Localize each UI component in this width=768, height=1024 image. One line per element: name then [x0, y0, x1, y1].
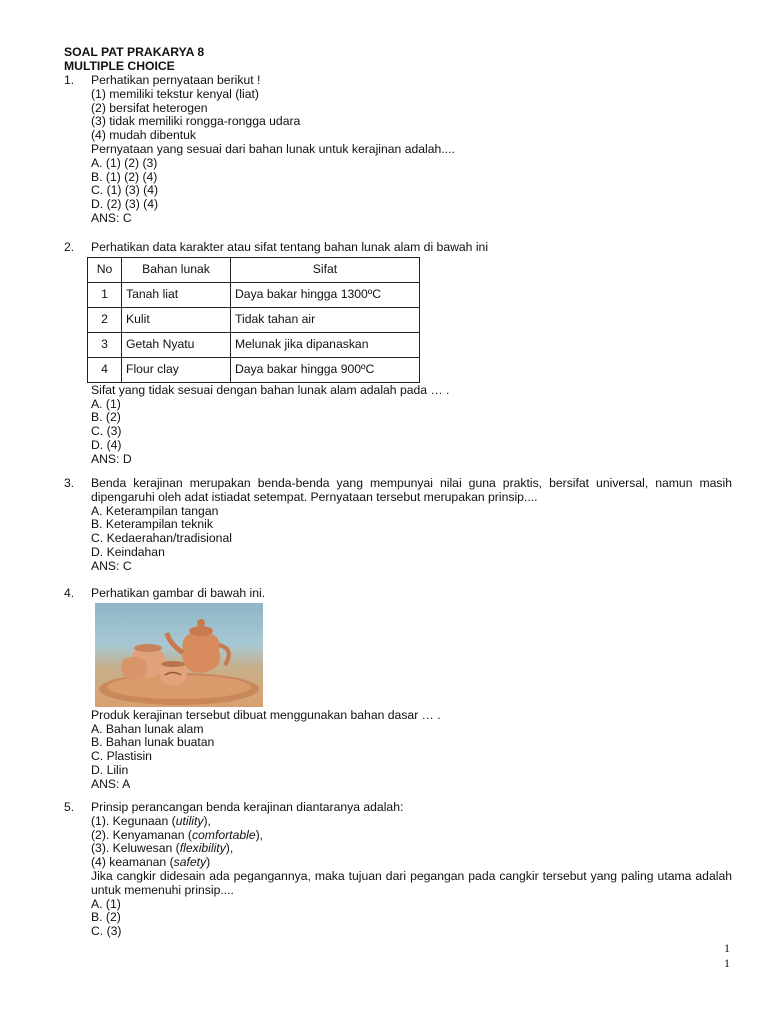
- table-cell: Melunak jika dipanaskan: [231, 332, 420, 357]
- table-cell: Daya bakar hingga 1300ºC: [231, 282, 420, 307]
- table-cell: Tidak tahan air: [231, 307, 420, 332]
- teapot-illustration: [95, 603, 263, 707]
- question-number: 4.: [64, 586, 75, 600]
- table-cell: Flour clay: [122, 357, 231, 382]
- question-text: Prinsip perancangan benda kerajinan diantaranya adalah:: [91, 800, 404, 814]
- table-cell: Kulit: [122, 307, 231, 332]
- answer-option: A. Keterampilan tangan: [91, 503, 219, 518]
- answer-option: D. (2) (3) (4): [91, 197, 159, 212]
- question-3: [64, 477, 732, 574]
- table-row: [88, 282, 420, 307]
- answer-option: B. Keterampilan teknik: [91, 517, 213, 532]
- principle-item: (2). Kenyamanan (comfortable),: [91, 827, 264, 842]
- answer-option: B. Bahan lunak buatan: [91, 735, 215, 750]
- answer-key: ANS: C: [91, 558, 132, 573]
- answer-option: A. Bahan lunak alam: [91, 721, 204, 736]
- answer-key: ANS: D: [91, 451, 132, 466]
- answer-option: A. (1): [91, 896, 121, 911]
- table-cell: Getah Nyatu: [122, 332, 231, 357]
- answer-option: D. Lilin: [91, 762, 129, 777]
- question-text: Perhatikan gambar di bawah ini.: [91, 586, 266, 600]
- question-prompt: Jika cangkir didesain ada pegangannya, maka tujuan dari pegangan pada cangkir tersebut yang paling utama adalah untuk memenuhi prinsip....: [91, 868, 732, 897]
- principle-item: (1). Kegunaan (utility),: [91, 813, 211, 828]
- question-text: Benda kerajinan merupakan benda-benda yang mempunyai nilai guna praktis, bersifat universal, namun masih dipengaruhi oleh adat istiadat setempat. Pernyataan tersebut merupakan prinsip....: [91, 476, 732, 504]
- question-5: [64, 801, 732, 939]
- table-header-row: [88, 257, 420, 282]
- answer-option: B. (2): [91, 910, 121, 925]
- answer-option: C. Kedaerahan/tradisional: [91, 531, 232, 546]
- question-1: [64, 74, 732, 226]
- statement-item: (2) bersifat heterogen: [91, 100, 208, 115]
- question-2: [64, 241, 732, 467]
- page-number: 1: [724, 956, 730, 970]
- table-row: [88, 357, 420, 382]
- material-properties-table: [87, 257, 420, 383]
- table-cell: 2: [88, 307, 122, 332]
- answer-option: D. (4): [91, 437, 122, 452]
- answer-option: C. (3): [91, 424, 122, 439]
- principle-item: (4) keamanan (safety): [91, 855, 211, 870]
- table-cell: Daya bakar hingga 900ºC: [231, 357, 420, 382]
- answer-key: ANS: A: [91, 776, 131, 791]
- answer-option: B. (2): [91, 410, 121, 425]
- table-cell: 1: [88, 282, 122, 307]
- answer-key: ANS: C: [91, 210, 132, 225]
- statement-item: (1) memiliki tekstur kenyal (liat): [91, 86, 259, 101]
- question-prompt: Pernyataan yang sesuai dari bahan lunak untuk kerajinan adalah....: [91, 141, 455, 156]
- answer-option: B. (1) (2) (4): [91, 169, 158, 184]
- answer-option: A. (1): [91, 396, 121, 411]
- table-header: Sifat: [231, 257, 420, 282]
- table-cell: 4: [88, 357, 122, 382]
- table-cell: 3: [88, 332, 122, 357]
- answer-option: C. (1) (3) (4): [91, 183, 159, 198]
- answer-option: D. Keindahan: [91, 544, 165, 559]
- question-4: [64, 587, 732, 792]
- document-title: SOAL PAT PRAKARYA 8: [64, 45, 205, 59]
- question-number: 5.: [64, 800, 75, 814]
- table-cell: Tanah liat: [122, 282, 231, 307]
- answer-option: C. (3): [91, 924, 122, 939]
- question-text: Perhatikan pernyataan berikut !: [91, 73, 261, 87]
- table-header: No: [88, 257, 122, 282]
- statement-item: (3) tidak memiliki rongga-rongga udara: [91, 114, 301, 129]
- table-row: [88, 307, 420, 332]
- answer-option: C. Plastisin: [91, 749, 152, 764]
- page-number: 1: [724, 941, 730, 955]
- table-row: [88, 332, 420, 357]
- question-number: 3.: [64, 476, 75, 490]
- section-title: MULTIPLE CHOICE: [64, 59, 175, 73]
- table-header: Bahan lunak: [122, 257, 231, 282]
- principle-item: (3). Keluwesan (flexibility),: [91, 841, 234, 856]
- answer-option: A. (1) (2) (3): [91, 155, 158, 170]
- clay-teapot-set-photo: [95, 603, 263, 707]
- question-text: Perhatikan data karakter atau sifat tentang bahan lunak alam di bawah ini: [91, 240, 489, 254]
- question-number: 1.: [64, 73, 75, 87]
- question-prompt: Sifat yang tidak sesuai dengan bahan lunak alam adalah pada … .: [91, 382, 450, 397]
- question-number: 2.: [64, 240, 75, 254]
- question-prompt: Produk kerajinan tersebut dibuat menggunakan bahan dasar … .: [91, 707, 441, 722]
- statement-item: (4) mudah dibentuk: [91, 128, 197, 143]
